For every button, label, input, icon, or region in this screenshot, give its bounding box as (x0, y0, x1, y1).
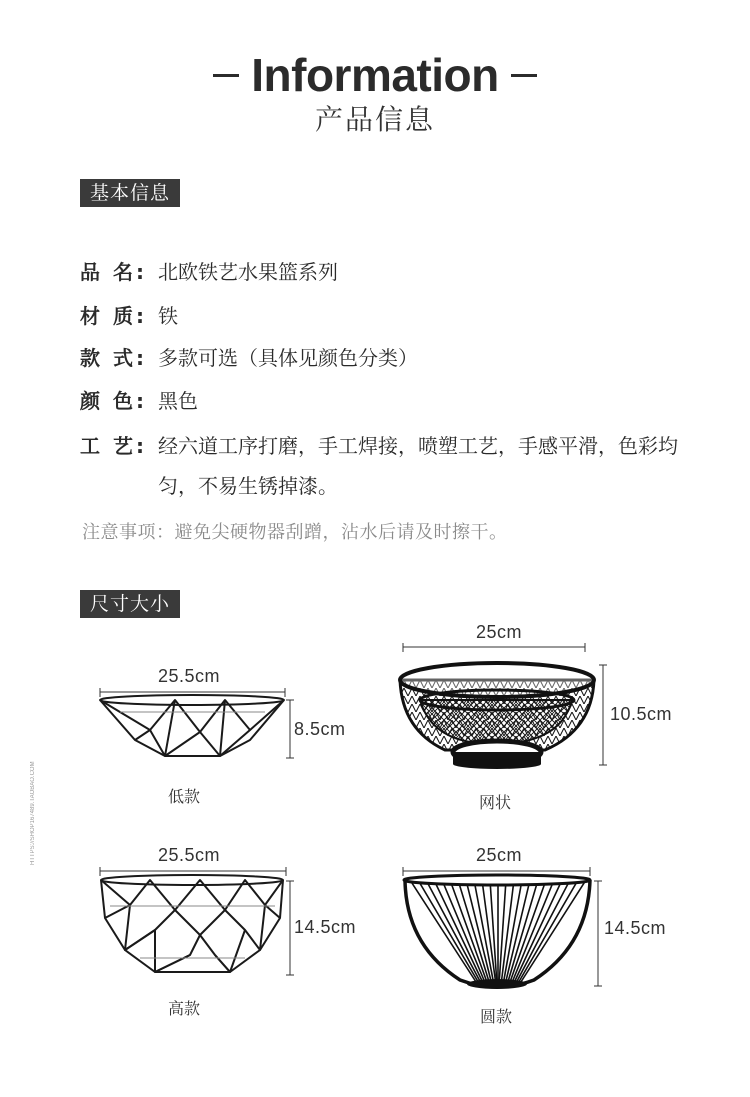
product-label-round: 圆款 (480, 1007, 513, 1026)
section-tag-basic: 基本信息 (80, 179, 180, 207)
dim-height-mesh: 10.5cm (610, 704, 673, 724)
spec-key: 款 式: (80, 346, 147, 370)
section-tag-size: 尺寸大小 (80, 590, 180, 618)
page-title-cn: 产品信息 (314, 103, 435, 136)
product-label-tall: 高款 (168, 999, 201, 1018)
dim-width-low: 25.5cm (158, 666, 221, 686)
dim-height-low: 8.5cm (294, 719, 346, 739)
title-en-text: Information (251, 49, 499, 101)
spec-value: 经六道工序打磨，手工焊接，喷塑工艺，手感平滑，色彩均匀，不易生锈掉漆。 (158, 434, 678, 498)
dim-height-tall: 14.5cm (294, 917, 357, 937)
dim-width-tall: 25.5cm (158, 845, 221, 865)
spec-value: 黑色 (158, 389, 198, 413)
round-bowl-image (404, 875, 590, 989)
dim-height-round: 14.5cm (604, 918, 667, 938)
spec-key: 工 艺: (80, 434, 147, 458)
product-label-low: 低款 (168, 787, 201, 806)
spec-key: 品 名: (80, 260, 147, 284)
spec-key: 材 质: (80, 304, 147, 328)
spec-value: 多款可选（具体见颜色分类） (158, 346, 418, 370)
care-note: 注意事项：避免尖硬物器刮蹭，沾水后请及时擦干。 (82, 522, 508, 543)
dim-width-mesh: 25cm (476, 622, 523, 642)
spec-key: 颜 色: (80, 389, 147, 413)
dim-width-round: 25cm (476, 845, 523, 865)
product-label-mesh: 网状 (479, 793, 512, 812)
spec-value: 铁 (158, 304, 178, 328)
height-bracket-round (594, 881, 602, 986)
shop-watermark: HTTPS://SHOP167489.TAOBAO.COM (30, 761, 36, 865)
spec-value: 北欧铁艺水果篮系列 (158, 260, 338, 284)
